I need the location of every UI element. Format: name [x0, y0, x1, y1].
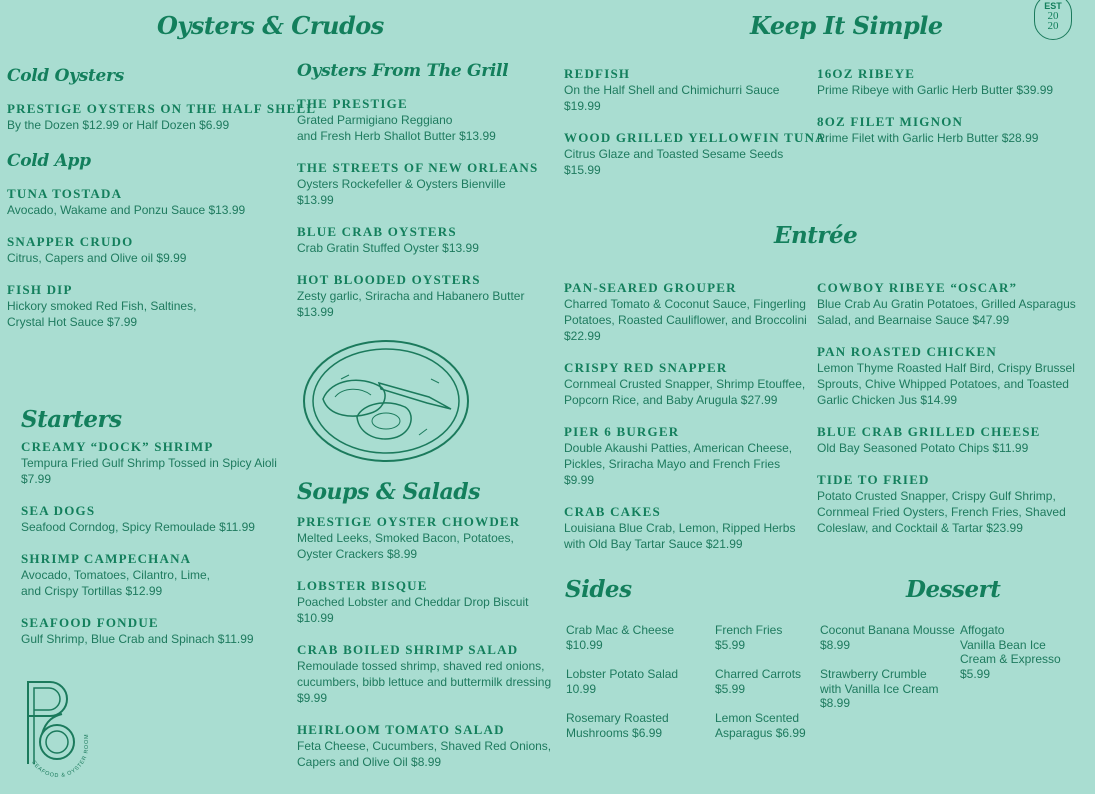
- dessert-item: Strawberry Crumble with Vanilla Ice Cream $8.99: [820, 667, 939, 710]
- item-desc: Gulf Shrimp, Blue Crab and Spinach $11.99: [21, 632, 254, 646]
- item-name: FISH DIP: [7, 282, 73, 297]
- item-name: HEIRLOOM TOMATO SALAD: [297, 722, 505, 737]
- item-desc: Old Bay Seasoned Potato Chips $11.99: [817, 441, 1029, 455]
- item-name: 16OZ RIBEYE: [817, 66, 916, 81]
- menu-item: [817, 66, 1087, 98]
- menu-item: [297, 514, 572, 562]
- menu-item: [564, 504, 816, 552]
- menu-item: [564, 280, 816, 344]
- item-name: LOBSTER BISQUE: [297, 578, 428, 593]
- item-desc: Tempura Fried Gulf Shrimp Tossed in Spicy Aioli $7.99: [21, 456, 277, 486]
- item-desc: Hickory smoked Red Fish, Saltines, Crystal Hot Sauce $7.99: [7, 299, 197, 329]
- item-desc: Prime Ribeye with Garlic Herb Butter $39.99: [817, 83, 1054, 97]
- logo-ring-text: [22, 706, 96, 782]
- item-desc: Grated Parmigiano Reggiano and Fresh Herb Shallot Butter $13.99: [297, 113, 496, 143]
- dessert-item: Coconut Banana Mousse $8.99: [820, 623, 955, 652]
- menu-item: [297, 722, 572, 770]
- menu-item: [7, 186, 282, 218]
- side-item: Charred Carrots $5.99: [715, 667, 802, 696]
- menu-item: [564, 66, 814, 114]
- item-name: TUNA TOSTADA: [7, 186, 123, 201]
- item-desc: Melted Leeks, Smoked Bacon, Potatoes, Oyster Crackers $8.99: [297, 531, 514, 561]
- menu-item: [7, 101, 317, 133]
- item-name: SHRIMP CAMPECHANA: [21, 551, 192, 566]
- item-name: PRESTIGE OYSTER CHOWDER: [297, 514, 521, 529]
- subsection-title-cold-app: Cold App: [7, 151, 91, 171]
- menu-item: [817, 424, 1091, 456]
- item-name: TIDE TO FRIED: [817, 472, 930, 487]
- item-desc: Poached Lobster and Cheddar Drop Biscuit $10.99: [297, 595, 529, 625]
- menu-item: [564, 360, 816, 408]
- dessert-item: Affogato Vanilla Bean Ice Cream & Expresso $5.99: [960, 623, 1061, 681]
- side-item: French Fries $5.99: [715, 623, 783, 652]
- item-name: WOOD GRILLED YELLOWFIN TUNA: [564, 130, 826, 145]
- est-label: EST: [1044, 1, 1062, 11]
- est-year-bottom: 20: [1047, 20, 1059, 32]
- item-desc: Louisiana Blue Crab, Lemon, Ripped Herbs with Old Bay Tartar Sauce $21.99: [564, 521, 796, 551]
- item-desc: Oysters Rockefeller & Oysters Bienville $13.99: [297, 177, 506, 207]
- item-desc: On the Half Shell and Chimichurri Sauce $19.99: [564, 83, 780, 113]
- item-desc: Seafood Corndog, Spicy Remoulade $11.99: [21, 520, 255, 534]
- est-badge: [1034, 0, 1072, 40]
- item-desc: Avocado, Tomatoes, Cilantro, Lime, and Crispy Tortillas $12.99: [21, 568, 210, 598]
- item-desc: Zesty garlic, Sriracha and Habanero Butter $13.99: [297, 289, 525, 319]
- item-desc: Citrus Glaze and Toasted Sesame Seeds $15.99: [564, 147, 784, 177]
- side-item: Lobster Potato Salad 10.99: [566, 667, 679, 696]
- item-name: PAN-SEARED GROUPER: [564, 280, 737, 295]
- section-title-dessert: Dessert: [906, 576, 1001, 603]
- item-desc: Citrus, Capers and Olive oil $9.99: [7, 251, 187, 265]
- menu-item: [817, 472, 1091, 536]
- item-desc: By the Dozen $12.99 or Half Dozen $6.99: [7, 118, 230, 132]
- menu-item: [297, 160, 572, 208]
- item-desc: Double Akaushi Patties, American Cheese, Pickles, Sriracha Mayo and French Fries $9.99: [564, 441, 793, 487]
- item-name: COWBOY RIBEYE “OSCAR”: [817, 280, 1018, 295]
- menu-item: [564, 130, 826, 178]
- item-desc: Feta Cheese, Cucumbers, Shaved Red Onions, Capers and Olive Oil $8.99: [297, 739, 552, 769]
- menu-item: [21, 439, 296, 487]
- section-title-entree: Entrée: [774, 222, 858, 249]
- subsection-title-grill: Oysters From The Grill: [297, 61, 509, 81]
- item-desc: Remoulade tossed shrimp, shaved red onions, cucumbers, bibb lettuce and buttermilk dressing $9.99: [297, 659, 552, 705]
- item-name: SEAFOOD FONDUE: [21, 615, 159, 630]
- item-name: CREAMY “DOCK” SHRIMP: [21, 439, 214, 454]
- side-item: Lemon Scented Asparagus $6.99: [715, 711, 806, 740]
- menu-item: [21, 551, 296, 599]
- item-desc: Cornmeal Crusted Snapper, Shrimp Etouffee, Popcorn Rice, and Baby Arugula $27.99: [564, 377, 806, 407]
- item-name: REDFISH: [564, 66, 631, 81]
- menu-item: [564, 424, 816, 488]
- est-year-top: 20: [1047, 10, 1059, 22]
- item-name: 8OZ FILET MIGNON: [817, 114, 964, 129]
- menu-item: [297, 578, 572, 626]
- item-name: SNAPPER CRUDO: [7, 234, 134, 249]
- item-name: CRAB BOILED SHRIMP SALAD: [297, 642, 519, 657]
- logo-text: SEAFOOD & OYSTER ROOM: [30, 733, 91, 780]
- menu-item: [817, 114, 1087, 146]
- menu-item: [817, 344, 1091, 408]
- item-name: PRESTIGE OYSTERS ON THE HALF SHELL: [7, 101, 317, 116]
- oyster-plate-illustration: [301, 339, 471, 463]
- side-item: Rosemary Roasted Mushrooms $6.99: [566, 711, 669, 740]
- item-name: PAN ROASTED CHICKEN: [817, 344, 998, 359]
- item-desc: Blue Crab Au Gratin Potatoes, Grilled Asparagus Salad, and Bearnaise Sauce $47.99: [817, 297, 1076, 327]
- side-item: Crab Mac & Cheese $10.99: [566, 623, 675, 652]
- item-name: SEA DOGS: [21, 503, 96, 518]
- item-desc: Prime Filet with Garlic Herb Butter $28.99: [817, 131, 1039, 145]
- menu-item: [297, 642, 572, 706]
- section-title-starters: Starters: [21, 406, 122, 433]
- menu-item: [7, 282, 282, 330]
- item-name: BLUE CRAB GRILLED CHEESE: [817, 424, 1041, 439]
- svg-text:SEAFOOD & OYSTER ROOM: [30, 734, 90, 780]
- section-title-keep-it-simple: Keep It Simple: [750, 11, 943, 40]
- menu-item: [21, 615, 296, 647]
- item-desc: Avocado, Wakame and Ponzu Sauce $13.99: [7, 203, 246, 217]
- menu-item: [21, 503, 296, 535]
- item-desc: Crab Gratin Stuffed Oyster $13.99: [297, 241, 479, 255]
- menu-item: [297, 224, 572, 256]
- item-desc: Charred Tomato & Coconut Sauce, Fingerling Potatoes, Roasted Cauliflower, and Broccolini $22.99: [564, 297, 807, 343]
- menu-item: [297, 96, 572, 144]
- item-name: BLUE CRAB OYSTERS: [297, 224, 457, 239]
- item-name: CRISPY RED SNAPPER: [564, 360, 728, 375]
- menu-item: [817, 280, 1091, 328]
- section-title-sides: Sides: [565, 576, 632, 603]
- menu-item: [297, 272, 572, 320]
- menu-item: [7, 234, 282, 266]
- item-name: PIER 6 BURGER: [564, 424, 680, 439]
- subsection-title-cold-oysters: Cold Oysters: [7, 66, 124, 86]
- item-name: HOT BLOODED OYSTERS: [297, 272, 481, 287]
- section-title-soups-salads: Soups & Salads: [297, 479, 481, 505]
- item-desc: Lemon Thyme Roasted Half Bird, Crispy Brussel Sprouts, Chive Whipped Potatoes, and Toasted Garlic Chicken Jus $14.99: [817, 361, 1075, 407]
- section-title-oysters-crudos: Oysters & Crudos: [157, 11, 384, 40]
- item-name: THE STREETS OF NEW ORLEANS: [297, 160, 539, 175]
- item-name: THE PRESTIGE: [297, 96, 408, 111]
- item-name: CRAB CAKES: [564, 504, 661, 519]
- item-desc: Potato Crusted Snapper, Crispy Gulf Shrimp, Cornmeal Fried Oysters, French Fries, Shaved Coleslaw, and Cocktail & Tartar $23.99: [817, 489, 1066, 535]
